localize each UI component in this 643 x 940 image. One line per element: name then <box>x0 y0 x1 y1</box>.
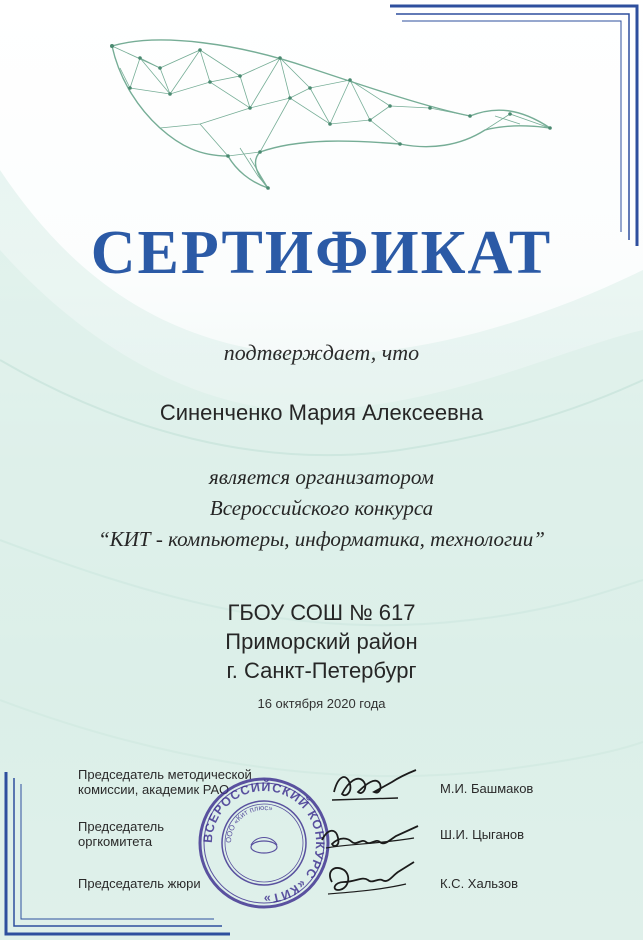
position-line: комиссии, академик РАО <box>78 782 230 797</box>
whale-illustration <box>100 28 570 198</box>
school-city: г. Санкт-Петербург <box>226 658 417 683</box>
school-district: Приморский район <box>225 629 418 654</box>
role-line: является организатором <box>209 465 434 489</box>
contest-name: “КИТ - компьютеры, информатика, технологии” <box>98 527 545 551</box>
role-description <box>0 462 643 555</box>
role-line: Всероссийского конкурса <box>209 496 434 520</box>
position-line: оргкомитета <box>78 834 153 849</box>
position-line: Председатель <box>78 819 165 834</box>
confirm-text: подтверждает, что <box>223 340 420 365</box>
school-name: ГБОУ СОШ № 617 <box>227 600 416 625</box>
position-line: Председатель жюри <box>78 876 201 891</box>
school-block <box>0 598 643 685</box>
signature-bashmakov <box>328 762 420 808</box>
certificate-title: СЕРТИФИКАТ <box>90 219 553 287</box>
signatory-name: К.С. Хальзов <box>440 876 519 891</box>
position-line: Председатель методической <box>78 767 252 782</box>
recipient-name: Синенченко Мария Алексеевна <box>159 400 484 425</box>
signatory-name: Ш.И. Цыганов <box>440 827 525 842</box>
issue-date: 16 октября 2020 года <box>257 696 386 711</box>
signature-tsyganov <box>318 818 422 854</box>
signature-khalzov <box>322 856 416 900</box>
stamp-outer-text: ВСЕРОССИЙСКИЙ КОНКУРС «КИТ» <box>200 779 328 907</box>
stamp-inner-text: ООО «Кит плюс» <box>223 802 274 844</box>
signatory-name: М.И. Башмаков <box>440 781 534 796</box>
stamp-seal <box>196 775 332 911</box>
